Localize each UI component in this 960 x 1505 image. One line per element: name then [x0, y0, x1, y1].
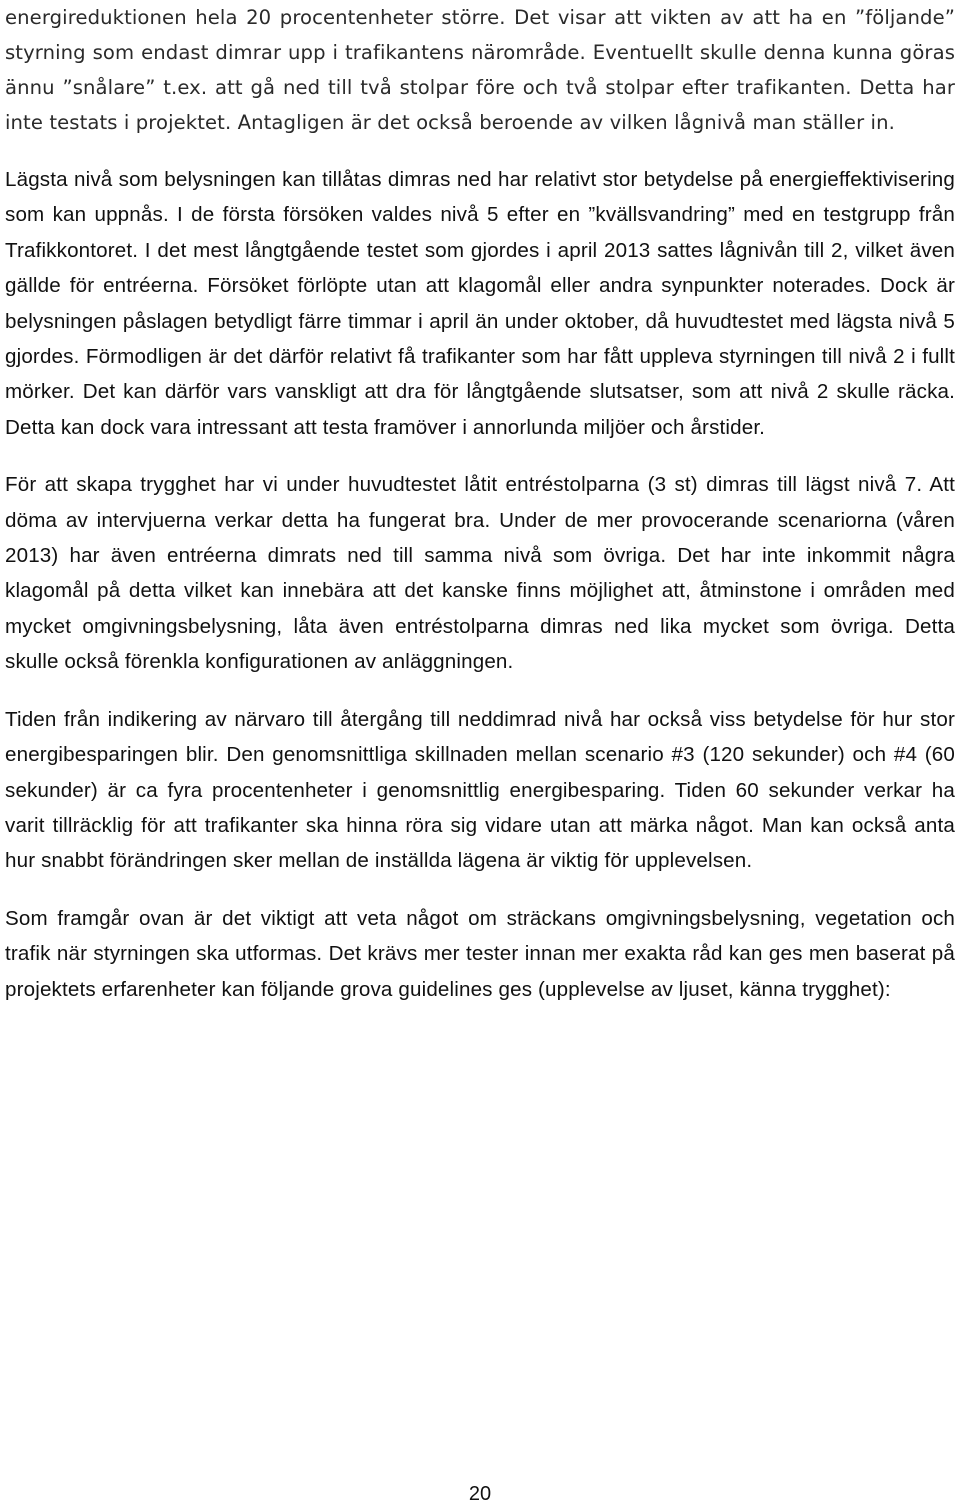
paragraph-guidelines: Som framgår ovan är det viktigt att veta något om sträckans omgivningsbelysning, vegetation och trafik när styrningen ska utformas. Det krävs mer tester innan mer exakta råd kan ges men baserat på projektets erfarenheter kan följande grova guidelines ges (upplevelse av ljuset, känna trygghet):	[5, 906, 955, 1001]
paragraph-time-delay: Tiden från indikering av närvaro till återgång till neddimrad nivå har också viss betydelse för hur stor energibesparingen blir. Den genomsnittliga skillnaden mellan scenario #3 (120 sekunder) och #4 (60 sekunder) är ca fyra procentenheter i genomsnittlig energibesparing. Tiden 60 sekunder verkar ha varit tillräcklig för att trafikanter ska hinna röra sig vidare utan att märka något. Man kan också anta hur snabbt förändringen sker mellan de inställda lägena är viktig för upplevelsen.	[5, 707, 955, 873]
paragraph-safety-entrances: För att skapa trygghet har vi under huvudtestet låtit entréstolparna (3 st) dimras till lägst nivå 7. Att döma av intervjuerna verkar detta ha fungerat bra. Under de mer provocerande scenariorna (våren 2013) har även entréerna dimrats ned till samma nivå som övriga. Det har inte inkommit några klagomål på detta vilket kan innebära att det kanske finns möjlighet att, åtminstone i områden med mycket omgivningsbelysning, låta även entréstolparna dimras ned lika mycket som övriga. Detta skulle också förenkla konfigurationen av anläggningen.	[5, 473, 955, 674]
intro-paragraph: energireduktionen hela 20 procentenheter större. Det visar att vikten av att ha en ”följande” styrning som endast dimrar upp i trafikantens närområde. Eventuellt skulle denna kunna göras ännu ”snålare” t.ex. att gå ned till två stolpar före och två stolpar efter trafikanten. Detta har inte testats i projektet. Antagligen är det också beroende av vilken lågnivå man ställer in.	[5, 6, 955, 134]
document-page	[5, 0, 955, 1007]
paragraph-lowest-level: Lägsta nivå som belysningen kan tillåtas dimras ned har relativt stor betydelse på energieffektivisering som kan uppnås. I de första försöken valdes nivå 5 efter en ”kvällsvandring” med en testgrupp från Trafikkontoret. I det mest långtgående testet som gjordes i april 2013 sattes lågnivån till 2, vilket även gällde för entréerna. Försöket förlöpte utan att klagomål eller andra synpunkter noterades. Dock är belysningen påslagen betydligt färre timmar i april än under oktober, då huvudtestet med lägsta nivå 5 gjordes. Förmodligen är det därför relativt få trafikanter som har fått uppleva styrningen till nivå 2 i fullt mörker. Det kan därför vars vanskligt att dra för långtgående slutsatser, som att nivå 2 skulle räcka. Detta kan dock vara intressant att testa framöver i annorlunda miljöer och årstider.	[5, 168, 955, 439]
page-number: 20	[468, 1483, 492, 1505]
